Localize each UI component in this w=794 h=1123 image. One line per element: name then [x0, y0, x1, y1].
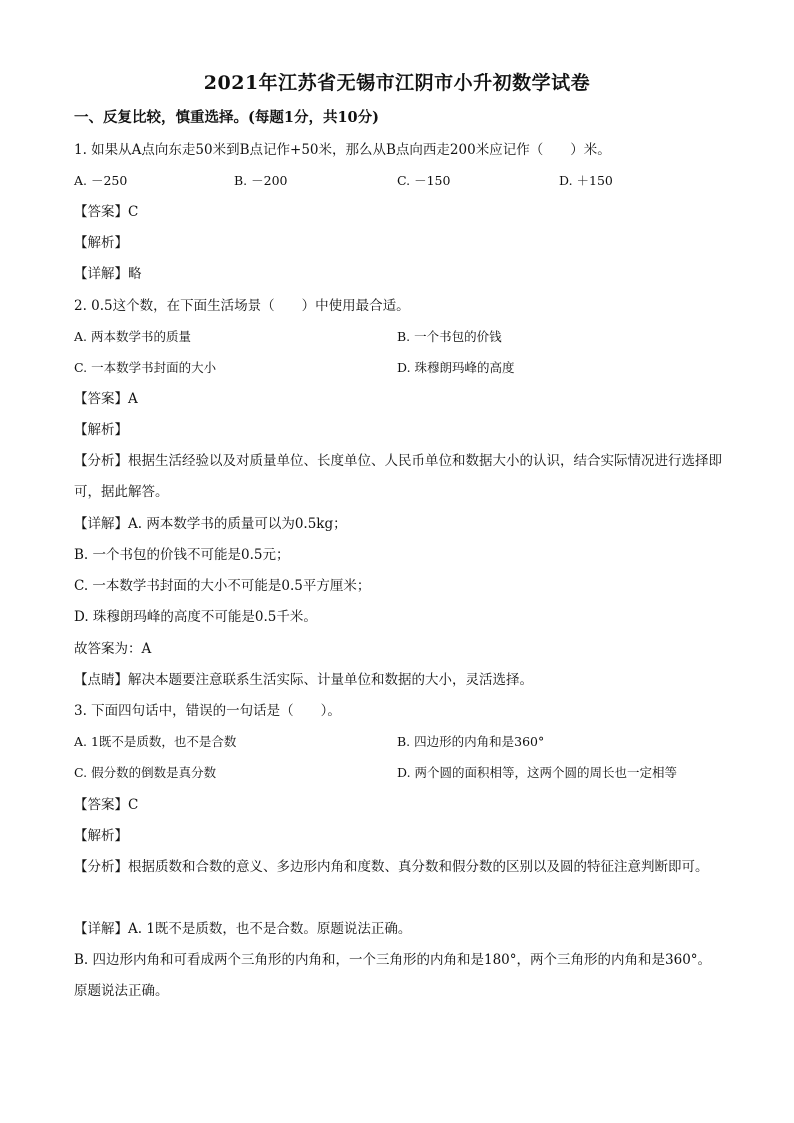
- question-1-analysis: 【解析】: [74, 235, 128, 251]
- question-1-option-a: A. －250: [74, 173, 128, 188]
- question-2-detail-a: 【详解】A. 两本数学书的质量可以为0.5kg；: [74, 516, 347, 532]
- question-3-option-d: D. 两个圆的面积相等，这两个圆的周长也一定相等: [397, 765, 678, 780]
- question-2-stem: 2. 0.5这个数，在下面生活场景（ ）中使用最合适。: [74, 298, 410, 314]
- question-2-answer: 【答案】A: [74, 391, 138, 407]
- question-2-option-a: A. 两本数学书的质量: [74, 329, 191, 344]
- question-1-detail: 【详解】略: [74, 266, 142, 282]
- question-3-option-b: B. 四边形的内角和是360°: [397, 734, 545, 749]
- question-3-detail-b: B. 四边形内角和可看成两个三角形的内角和，一个三角形的内角和是180°，两个三角形的内角和是360°。原题说法正确。: [74, 952, 712, 999]
- question-2-analysis: 【解析】: [74, 422, 128, 438]
- question-1-option-d: D. ＋150: [559, 173, 613, 188]
- section-heading: 一、反复比较，慎重选择。(每题1分，共10分): [74, 109, 379, 126]
- question-2-dianjing: 【点睛】解决本题要注意联系生活实际、计量单位和数据的大小，灵活选择。: [74, 672, 533, 688]
- question-1-option-b: B. －200: [234, 173, 288, 188]
- question-2-fenxi: 【分析】根据生活经验以及对质量单位、长度单位、人民币单位和数据大小的认识，结合实际情况进行选择即可，据此解答。: [74, 453, 722, 500]
- question-3-fenxi: 【分析】根据质数和合数的意义、多边形内角和度数、真分数和假分数的区别以及圆的特征注意判断即可。: [74, 859, 709, 875]
- question-2-conclusion: 故答案为：A: [74, 641, 152, 657]
- question-2-option-b: B. 一个书包的价钱: [397, 329, 502, 344]
- question-2-option-c: C. 一本数学书封面的大小: [74, 360, 217, 375]
- question-1-option-c: C. －150: [397, 173, 451, 188]
- question-3-stem: 3. 下面四句话中，错误的一句话是（ ）。: [74, 703, 341, 719]
- question-2-detail-b: B. 一个书包的价钱不可能是0.5元；: [74, 547, 290, 563]
- question-3-option-c: C. 假分数的倒数是真分数: [74, 765, 217, 780]
- question-3-option-a: A. 1既不是质数，也不是合数: [74, 734, 237, 749]
- question-3-analysis: 【解析】: [74, 828, 128, 844]
- question-1-answer: 【答案】C: [74, 204, 139, 220]
- question-2-option-d: D. 珠穆朗玛峰的高度: [397, 360, 515, 375]
- question-2-detail-c: C. 一本数学书封面的大小不可能是0.5平方厘米；: [74, 578, 371, 594]
- question-3-answer: 【答案】C: [74, 797, 139, 813]
- question-2-detail-d: D. 珠穆朗玛峰的高度不可能是0.5千米。: [74, 609, 317, 625]
- question-3-detail-a: 【详解】A. 1既不是质数，也不是合数。原题说法正确。: [74, 921, 412, 937]
- page-title: 2021年江苏省无锡市江阴市小升初数学试卷: [203, 72, 591, 94]
- question-1-stem: 1. 如果从A点向东走50米到B点记作+50米，那么从B点向西走200米应记作（ ）米。: [74, 142, 611, 158]
